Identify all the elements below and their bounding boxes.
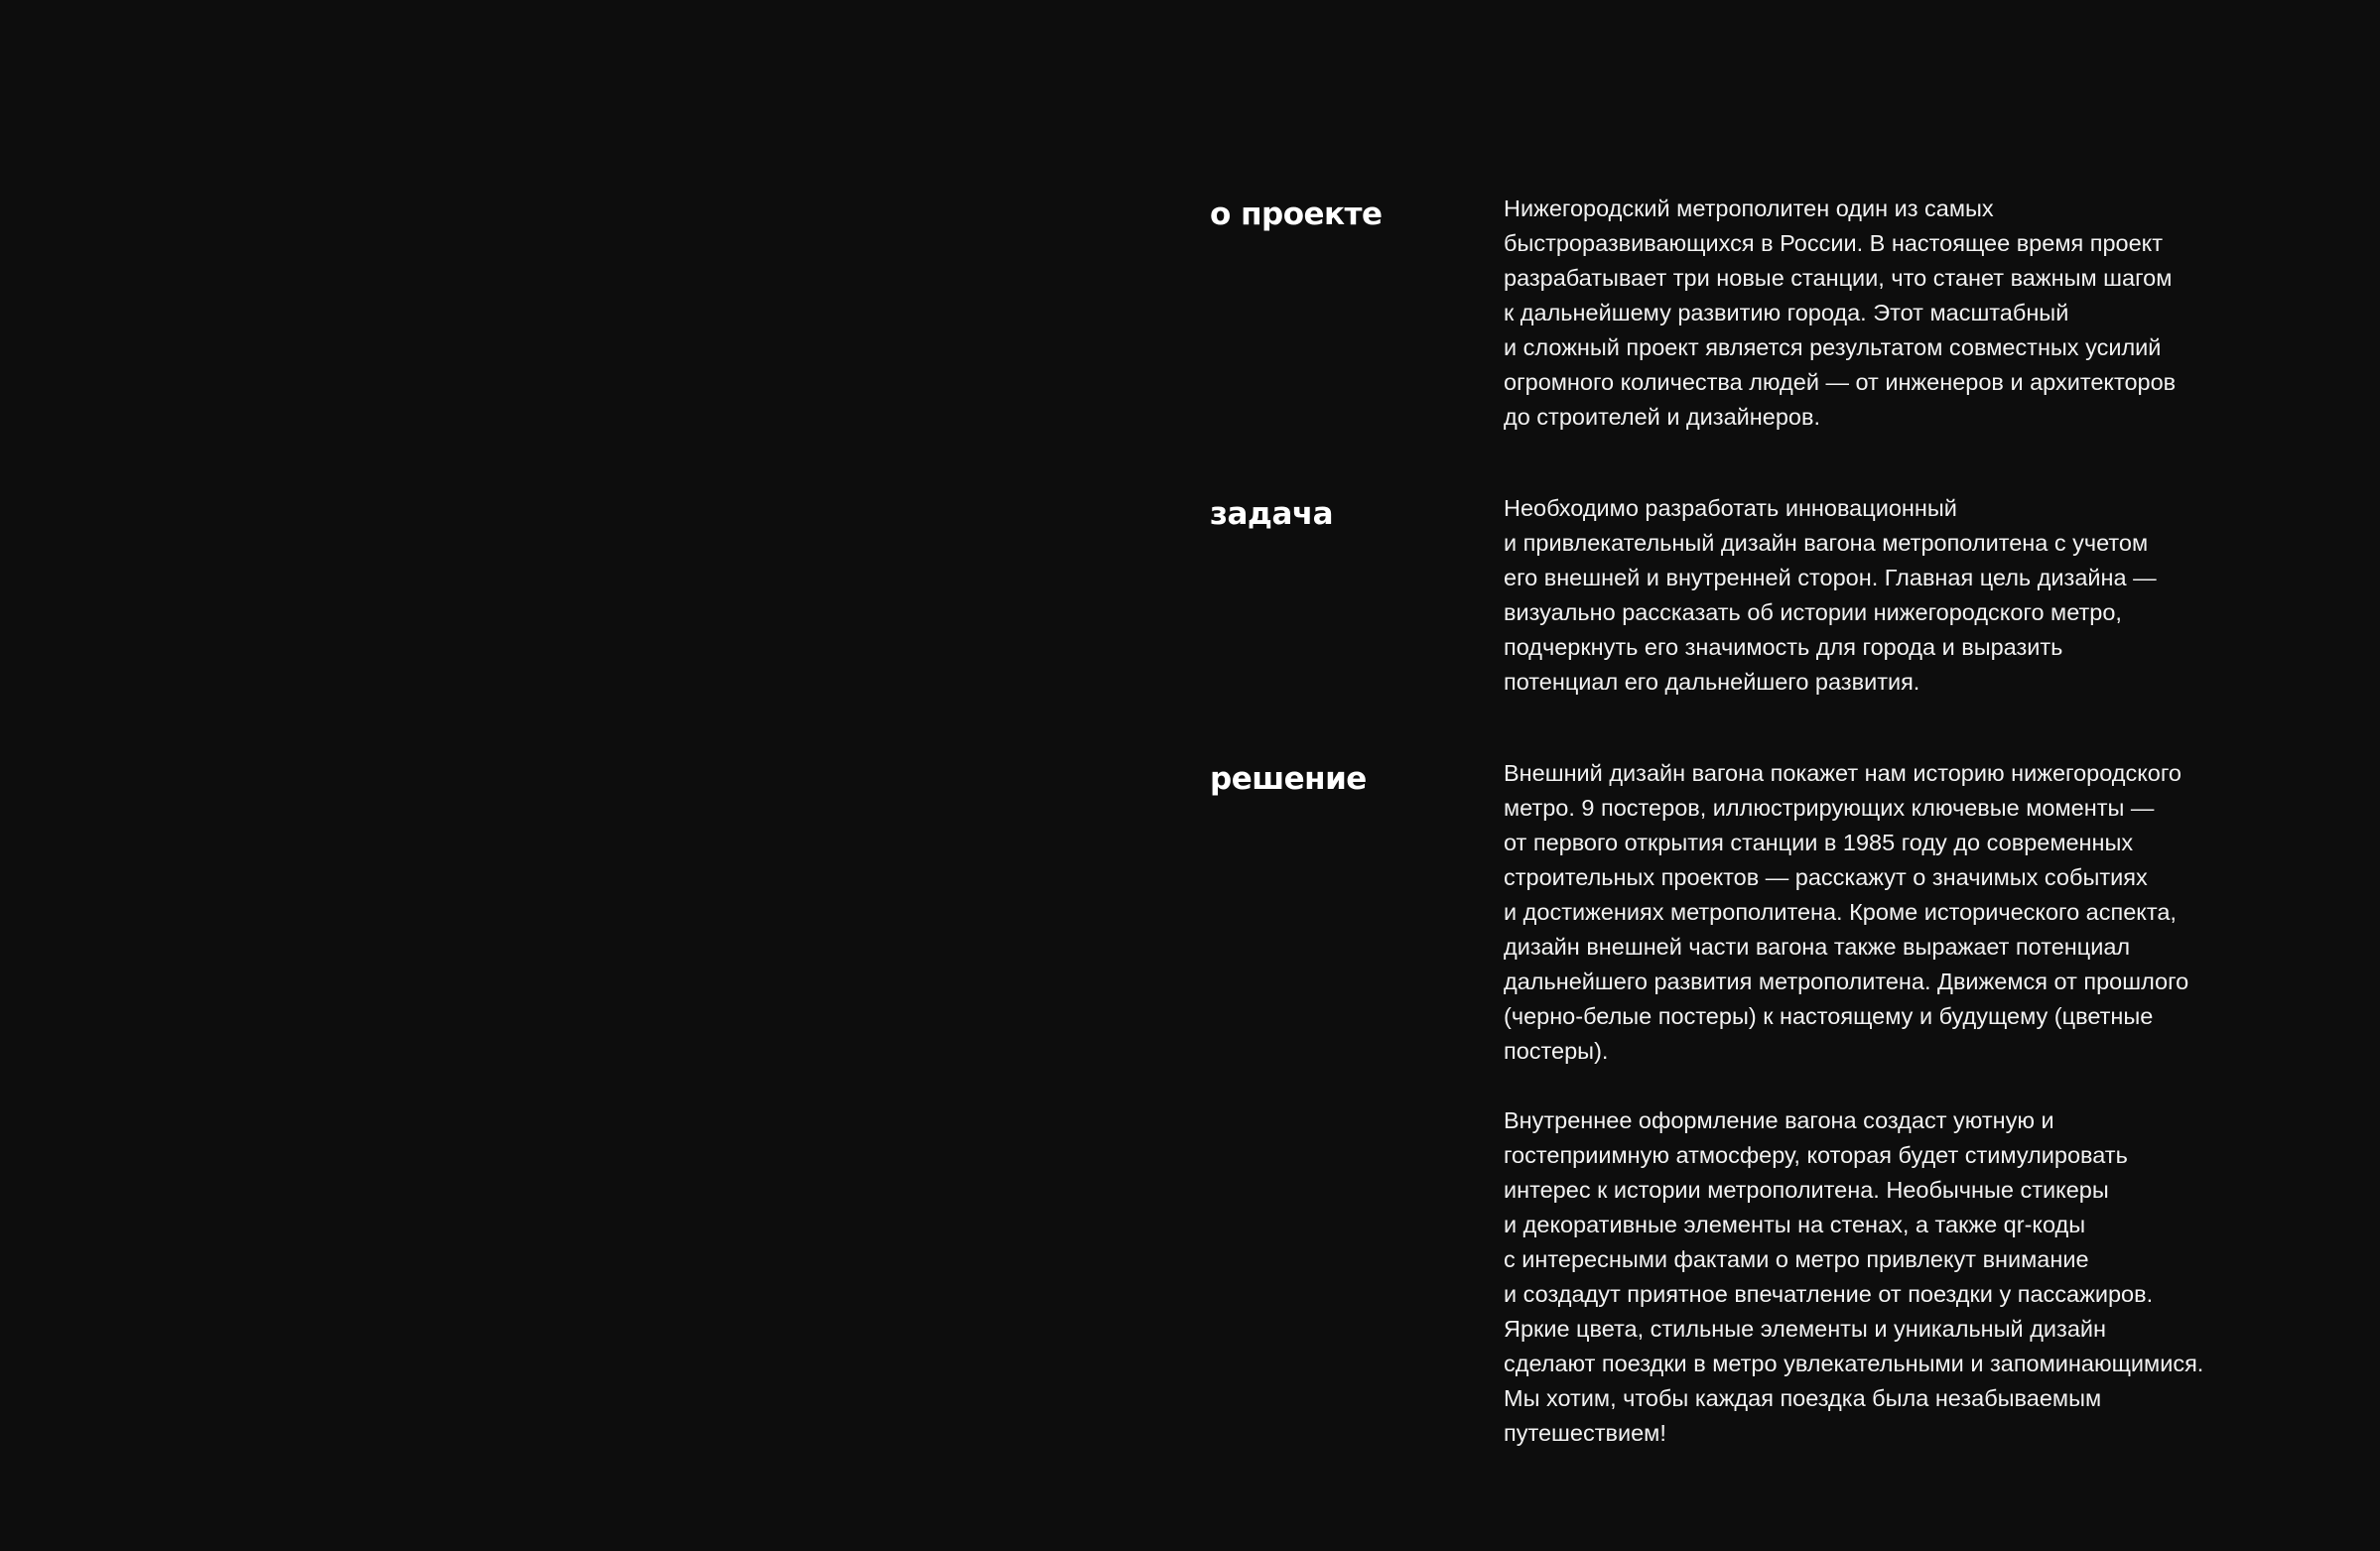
solution-line: и создадут приятное впечатление от поездки у пассажиров. <box>1504 1281 2154 1307</box>
solution-line: дизайн внешней части вагона также выражает потенциал <box>1504 934 2131 960</box>
task-line: визуально рассказать об истории нижегородского метро, <box>1504 599 2122 625</box>
solution-text <box>1504 756 2298 1451</box>
solution-line: и достижениях метрополитена. Кроме исторического аспекта, <box>1504 899 2177 925</box>
task-text <box>1504 491 2298 700</box>
about-line: Нижегородский метрополитен один из самых <box>1504 195 1994 221</box>
task-line: и привлекательный дизайн вагона метрополитена с учетом <box>1504 530 2149 556</box>
about-text <box>1504 192 2298 435</box>
about-line: быстроразвивающихся в России. В настоящее время проект <box>1504 230 2163 256</box>
about-heading: о проекте <box>1210 196 1383 232</box>
task-line: подчеркнуть его значимость для города и выразить <box>1504 634 2063 660</box>
about-line: огромного количества людей — от инженеров и архитекторов <box>1504 369 2177 395</box>
solution-line: интерес к истории метрополитена. Необычные стикеры <box>1504 1177 2109 1203</box>
solution-line: дальнейшего развития метрополитена. Движемся от прошлого <box>1504 969 2189 994</box>
task-line: Необходимо разработать инновационный <box>1504 495 1957 521</box>
solution-line: и декоративные элементы на стенах, а также qr-коды <box>1504 1212 2086 1237</box>
solution-line: Мы хотим, чтобы каждая поездка была незабываемым <box>1504 1385 2102 1411</box>
solution-line: Внешний дизайн вагона покажет нам историю нижегородского <box>1504 760 2182 786</box>
solution-line: Внутреннее оформление вагона создаст уютную и <box>1504 1107 2054 1133</box>
solution-line: постеры). <box>1504 1038 1609 1064</box>
about-line: разрабатывает три новые станции, что станет важным шагом <box>1504 265 2173 291</box>
solution-line: Яркие цвета, стильные элементы и уникальный дизайн <box>1504 1316 2106 1342</box>
solution-heading: решение <box>1210 761 1367 797</box>
task-line: потенциал его дальнейшего развития. <box>1504 669 1920 695</box>
solution-line: (черно-белые постеры) к настоящему и будущему (цветные <box>1504 1003 2154 1029</box>
solution-line: сделают поездки в метро увлекательными и запоминающимися. <box>1504 1351 2204 1376</box>
solution-line: метро. 9 постеров, иллюстрирующих ключевые моменты — <box>1504 795 2155 821</box>
solution-line: с интересными фактами о метро привлекут внимание <box>1504 1246 2089 1272</box>
about-line: и сложный проект является результатом совместных усилий <box>1504 334 2162 360</box>
task-line: его внешней и внутренней сторон. Главная цель дизайна — <box>1504 565 2157 590</box>
paragraph-gap <box>1504 1069 2298 1103</box>
about-line: к дальнейшему развитию города. Этот масштабный <box>1504 300 2069 325</box>
solution-line: путешествием! <box>1504 1420 1666 1446</box>
about-line: до строителей и дизайнеров. <box>1504 404 1820 430</box>
solution-line: от первого открытия станции в 1985 году до современных <box>1504 830 2134 855</box>
solution-line: строительных проектов — расскажут о значимых событиях <box>1504 864 2148 890</box>
task-heading: задача <box>1210 496 1334 532</box>
solution-line: гостеприимную атмосферу, которая будет стимулировать <box>1504 1142 2128 1168</box>
